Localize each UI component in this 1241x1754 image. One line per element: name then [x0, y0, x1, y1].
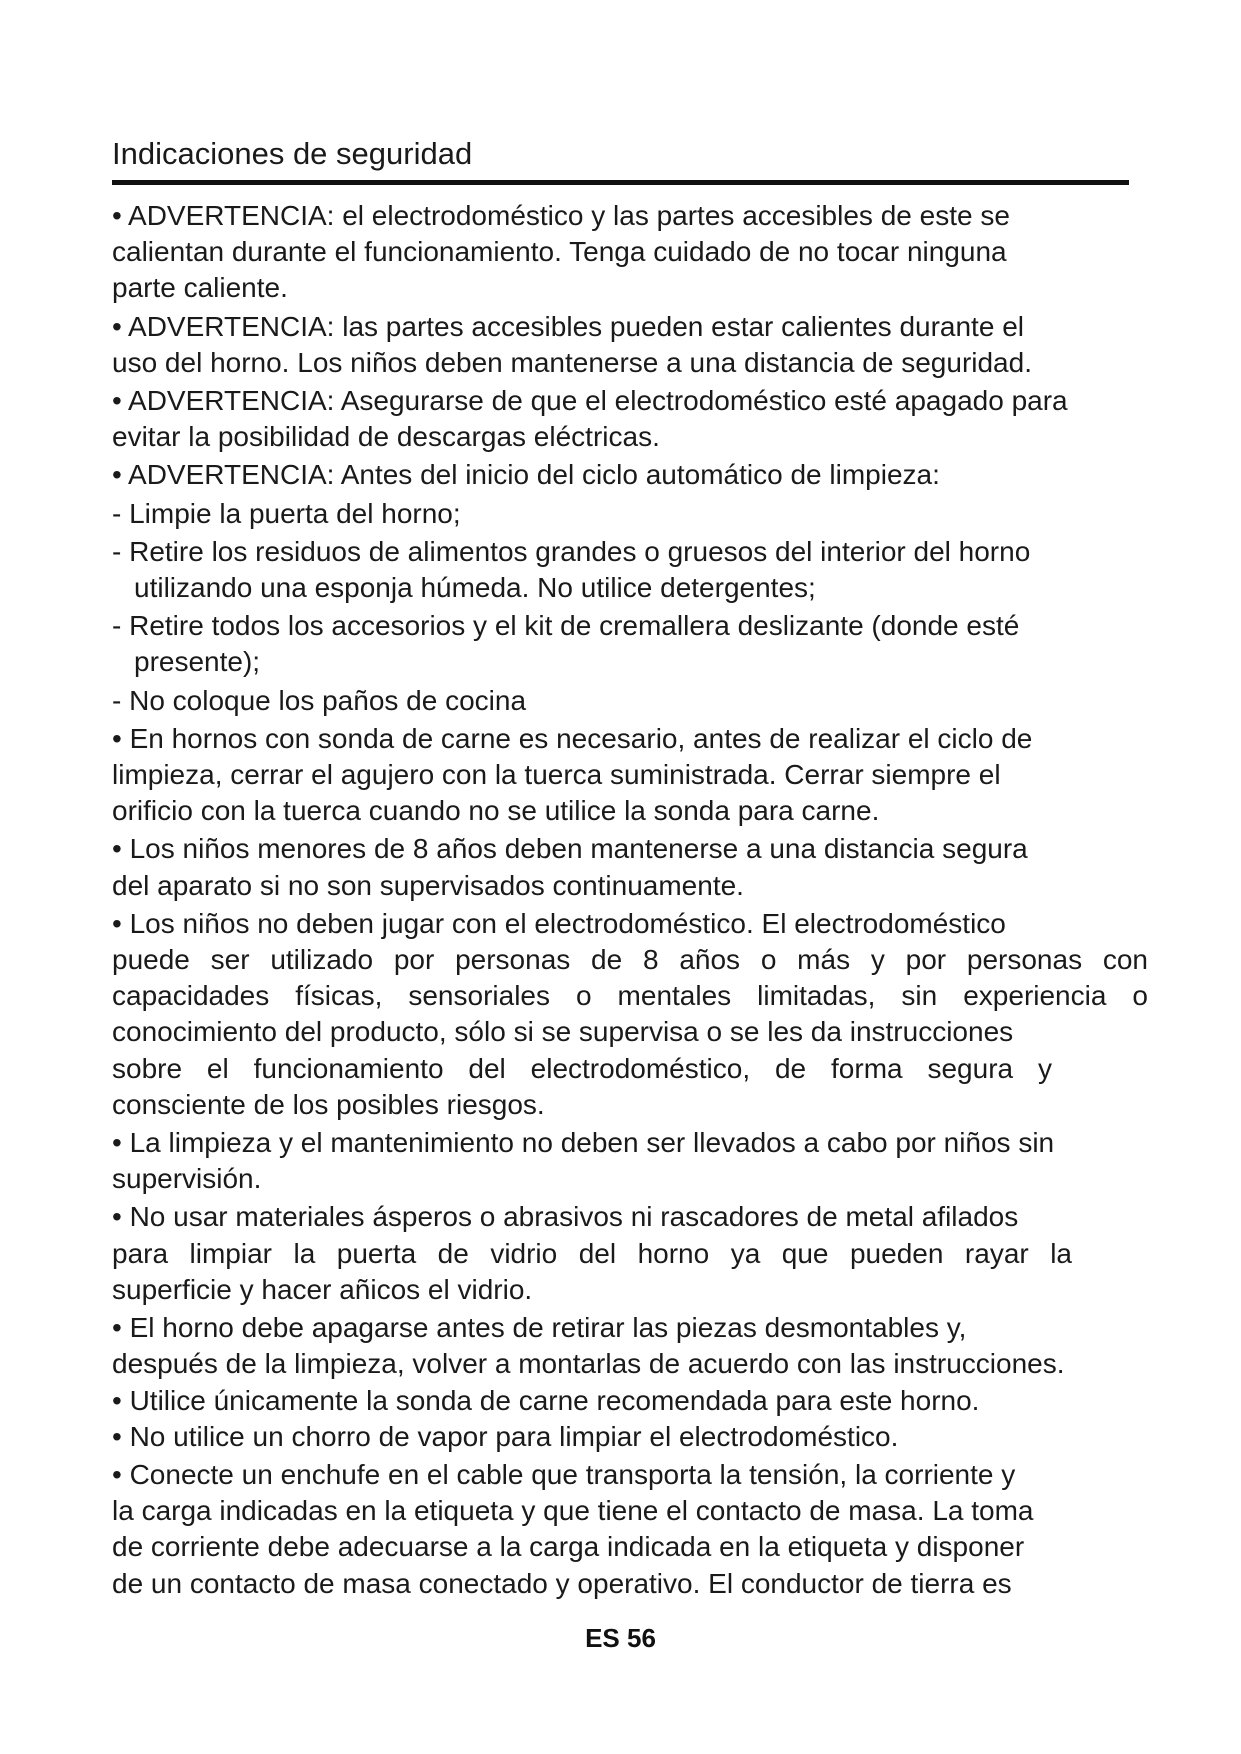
- text-line: • No utilice un chorro de vapor para limpiar el electrodoméstico.: [112, 1420, 899, 1452]
- text-line: para limpiar la puerta de vidrio del horno ya que pueden rayar la: [112, 1237, 1072, 1269]
- text-line: de un contacto de masa conectado y operativo. El conductor de tierra es: [112, 1567, 1012, 1599]
- section-title: Indicaciones de seguridad: [112, 136, 473, 171]
- text-line: después de la limpieza, volver a montarlas de acuerdo con las instrucciones.: [112, 1348, 1065, 1380]
- text-line: limpieza, cerrar el agujero con la tuerca suministrada. Cerrar siempre el: [112, 759, 1001, 791]
- text-line: conocimiento del producto, sólo si se supervisa o se les da instrucciones: [112, 1016, 1014, 1048]
- text-line: - Retire todos los accesorios y el kit de cremallera deslizante (donde esté: [112, 610, 1020, 642]
- text-line: calientan durante el funcionamiento. Tenga cuidado de no tocar ninguna: [112, 236, 1007, 268]
- title-underline: [112, 180, 1129, 185]
- text-line: evitar la posibilidad de descargas eléctricas.: [112, 421, 660, 453]
- text-line: de corriente debe adecuarse a la carga indicada en la etiqueta y disponer: [112, 1531, 1025, 1563]
- text-line: puede ser utilizado por personas de 8 años o más y por personas con: [112, 944, 1148, 976]
- text-line: - No coloque los paños de cocina: [112, 684, 527, 716]
- text-line: - Limpie la puerta del horno;: [112, 497, 461, 529]
- text-line: sobre el funcionamiento del electrodoméstico, de forma segura y: [112, 1052, 1052, 1084]
- text-line: • Los niños menores de 8 años deben mantenerse a una distancia segura: [112, 833, 1028, 865]
- text-line: • Los niños no deben jugar con el electrodoméstico. El electrodoméstico: [112, 907, 1006, 939]
- text-line: • Utilice únicamente la sonda de carne recomendada para este horno.: [112, 1384, 980, 1416]
- text-line: • La limpieza y el mantenimiento no deben ser llevados a cabo por niños sin: [112, 1127, 1055, 1159]
- text-line: • ADVERTENCIA: las partes accesibles pueden estar calientes durante el: [112, 310, 1024, 342]
- text-line: presente);: [134, 646, 261, 678]
- text-line: • ADVERTENCIA: Asegurarse de que el electrodoméstico esté apagado para: [112, 385, 1068, 417]
- safety-instructions-body: [112, 198, 1152, 1602]
- text-line: parte caliente.: [112, 272, 288, 304]
- text-line: consciente de los posibles riesgos.: [112, 1088, 545, 1120]
- page-number: ES 56: [585, 1623, 656, 1653]
- text-line: utilizando una esponja húmeda. No utilice detergentes;: [134, 572, 816, 604]
- text-line: orificio con la tuerca cuando no se utilice la sonda para carne.: [112, 795, 880, 827]
- text-line: • Conecte un enchufe en el cable que transporta la tensión, la corriente y: [112, 1458, 1016, 1490]
- text-line: • ADVERTENCIA: el electrodoméstico y las partes accesibles de este se: [112, 200, 1010, 231]
- text-line: - Retire los residuos de alimentos grandes o gruesos del interior del horno: [112, 535, 1031, 567]
- text-line: • No usar materiales ásperos o abrasivos ni rascadores de metal afilados: [112, 1201, 1019, 1233]
- text-line: • ADVERTENCIA: Antes del inicio del ciclo automático de limpieza:: [112, 459, 940, 491]
- text-line: uso del horno. Los niños deben mantenerse a una distancia de seguridad.: [112, 346, 1032, 378]
- text-line: capacidades físicas, sensoriales o mentales limitadas, sin experiencia o: [112, 980, 1148, 1012]
- text-line: supervisión.: [112, 1163, 262, 1195]
- text-line: • El horno debe apagarse antes de retirar las piezas desmontables y,: [112, 1312, 967, 1344]
- text-line: superficie y hacer añicos el vidrio.: [112, 1273, 533, 1305]
- text-line: la carga indicadas en la etiqueta y que tiene el contacto de masa. La toma: [112, 1495, 1034, 1527]
- text-line: • En hornos con sonda de carne es necesario, antes de realizar el ciclo de: [112, 722, 1033, 754]
- text-line: del aparato si no son supervisados continuamente.: [112, 869, 744, 901]
